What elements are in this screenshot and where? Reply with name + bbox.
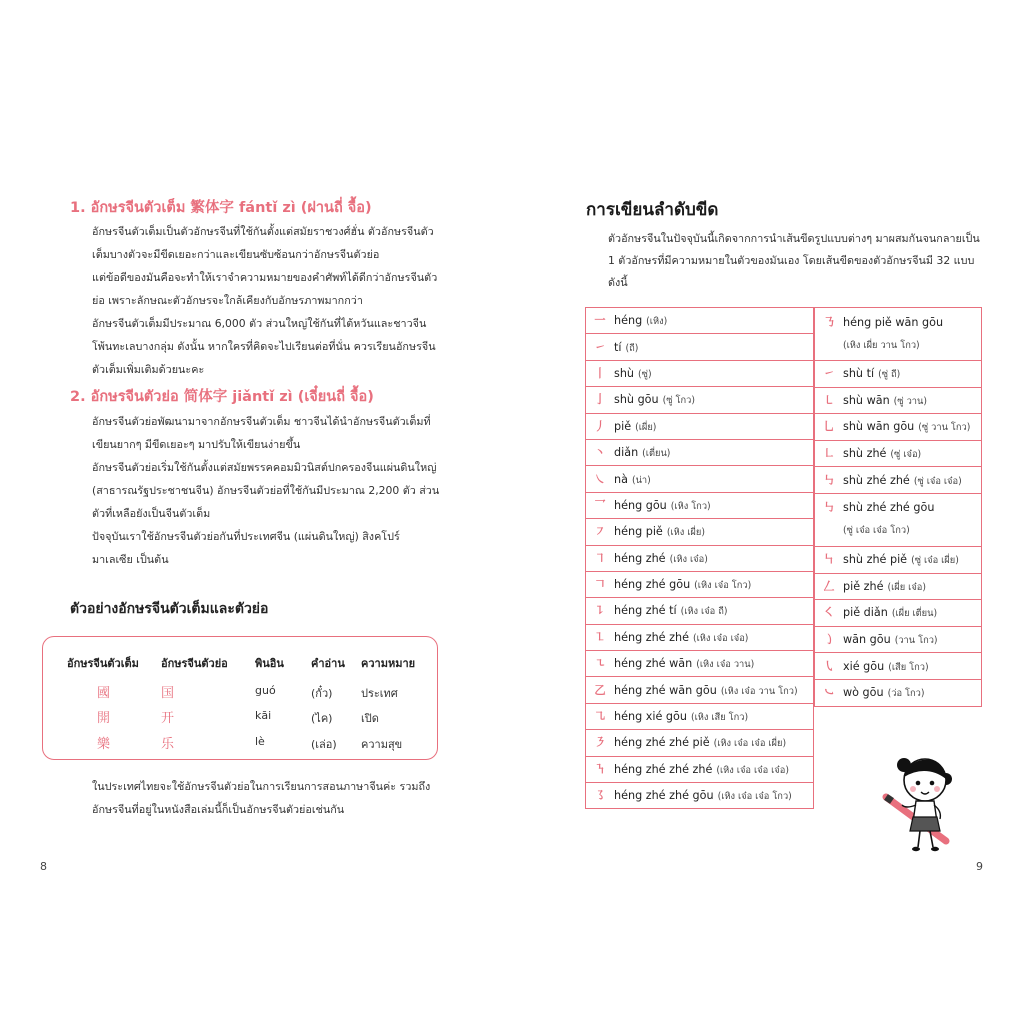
stroke-thai-reading: (เหิง เผี่ย): [666, 527, 705, 539]
stroke-glyph: ㇕: [594, 551, 606, 565]
stroke-name: shù: [614, 366, 635, 380]
col-reading-header: คำอ่าน: [311, 657, 345, 670]
stroke-glyph: ㇛: [823, 606, 835, 620]
examples-heading: ตัวอย่างอักษรจีนตัวเต็มและตัวย่อ: [70, 601, 269, 617]
stroke-cell: [815, 679, 982, 706]
stroke-row: [586, 492, 814, 518]
stroke-name: héng: [614, 314, 643, 328]
stroke-row: [586, 439, 814, 465]
section2-title: 2. อักษรจีนตัวย่อ 简体字 jiǎntǐ zì (เจี๋ยนถี่ จื้อ): [70, 389, 374, 405]
stroke-glyph: 丨: [594, 366, 606, 380]
stroke-thai-reading: (เหิง โกว): [670, 500, 711, 512]
stroke-cell: [586, 624, 814, 650]
stroke-thai-reading: (ซู่ โกว): [662, 395, 695, 407]
stroke-cell: [815, 653, 982, 680]
example-meaning: เปิด: [361, 712, 379, 725]
stroke-glyph: ㇉: [823, 501, 835, 515]
stroke-cell: [586, 334, 814, 360]
stroke-glyph: ㇍: [594, 657, 606, 671]
stroke-row: [586, 387, 814, 413]
section1-body: [70, 220, 440, 381]
col-pinyin-header: พินอิน: [255, 657, 284, 670]
stroke-thai-reading: (น่า): [631, 474, 651, 486]
stroke-thai-reading: (เหิง เจ๋อ โกว): [694, 580, 752, 592]
example-simplified-char: 乐: [161, 737, 175, 752]
stroke-thai-reading: (ซู่ ถี): [878, 369, 901, 381]
stroke-thai-reading: (เสีย โกว): [888, 661, 929, 673]
stroke-row: [586, 756, 814, 782]
stroke-cell: [815, 387, 982, 414]
stroke-thai-reading: (เหิง เจ๋อ เจ๋อ โกว): [717, 791, 792, 803]
example-meaning: ประเทศ: [361, 687, 398, 700]
stroke-cell: [586, 519, 814, 545]
col-traditional-header: อักษรจีนตัวเต็ม: [67, 657, 139, 670]
stroke-cell: [586, 387, 814, 413]
stroke-row: [815, 573, 982, 600]
stroke-cell: [586, 439, 814, 465]
stroke-row: [586, 624, 814, 650]
col-simplified-header: อักษรจีนตัวย่อ: [161, 657, 228, 670]
closing-text: ในประเทศไทยจะใช้อักษรจีนตัวย่อในการเรียนการสอนภาษาจีนค่ะ รวมถึงอักษรจีนที่อยู่ในหนังสือเล่มนี้ก็เป็นอักษรจีนตัวย่อเช่นกัน: [92, 780, 431, 816]
example-traditional-char: 開: [97, 711, 111, 726]
stroke-row: [815, 493, 982, 546]
stroke-name: héng piě wān gōu: [843, 315, 944, 329]
stroke-name: héng zhé zhé zhé: [614, 762, 713, 776]
stroke-cell: [586, 571, 814, 597]
col-meaning-header: ความหมาย: [361, 657, 416, 670]
stroke-thai-reading: (เผี่ย เตี่ยน): [891, 608, 938, 620]
stroke-table-left: [585, 307, 814, 809]
stroke-cell: [586, 545, 814, 571]
stroke-row: [586, 703, 814, 729]
stroke-name: héng zhé wān: [614, 657, 693, 671]
stroke-cell: [586, 598, 814, 624]
stroke-name: xié gōu: [843, 659, 885, 673]
stroke-name: shù tí: [843, 367, 875, 381]
stroke-row: [586, 308, 814, 334]
stroke-glyph: 丿: [594, 419, 606, 433]
stroke-glyph: ㇋: [594, 736, 606, 750]
stroke-glyph: ㇄: [823, 393, 835, 407]
stroke-thai-reading: (ถี): [625, 342, 639, 354]
example-pinyin: guó: [255, 684, 276, 697]
example-meaning: ความสุข: [361, 738, 403, 751]
stroke-glyph: ㇞: [823, 553, 835, 567]
stroke-cell: [586, 783, 814, 809]
stroke-table-right: [814, 307, 982, 707]
stroke-thai-reading: (เหิง เจ๋อ เจ๋อ เผี่ย): [713, 738, 787, 750]
stroke-thai-reading: (เตี่ยน): [642, 448, 671, 460]
stroke-cell: [586, 730, 814, 756]
stroke-thai-reading: (ว่อ โกว): [887, 688, 925, 700]
mascot-girl-illustration: [880, 745, 970, 855]
stroke-intro: [586, 228, 982, 294]
stroke-name: héng zhé zhé piě: [614, 736, 710, 750]
stroke-thai-reading: (ซู่ เจ๋อ): [890, 449, 922, 461]
stroke-glyph: 𠃋: [823, 579, 835, 593]
stroke-row: [815, 546, 982, 573]
example-reading: (ไค): [311, 712, 333, 725]
stroke-row: [586, 783, 814, 809]
stroke-glyph: ㇅: [594, 630, 606, 644]
stroke-glyph: ㇈: [594, 710, 606, 724]
stroke-row: [815, 467, 982, 494]
stroke-thai-reading: (เผี่ย): [635, 421, 657, 433]
stroke-thai-reading: (เหิง เจ๋อ วาน โกว): [720, 685, 798, 697]
section2-paragraph: ปัจจุบันเราใช้อักษรจีนตัวย่อกันที่ประเทศจีน (แผ่นดินใหญ่) สิงคโปร์ มาเลเซีย เป็นต้น: [92, 530, 400, 566]
section2-body: [70, 410, 440, 571]
stroke-cell: [815, 467, 982, 494]
stroke-cell: [586, 703, 814, 729]
stroke-row: [586, 651, 814, 677]
stroke-cell: [815, 361, 982, 388]
stroke-thai-reading: (ซู่ วาน): [893, 395, 927, 407]
stroke-name: shù wān: [843, 393, 890, 407]
example-pinyin: lè: [255, 735, 265, 748]
stroke-glyph: ㇗: [823, 447, 835, 461]
stroke-thai-reading: (ซู่ เจ๋อ เจ๋อ โกว): [843, 525, 910, 537]
stroke-cell: [586, 360, 814, 386]
stroke-name: héng piě: [614, 525, 663, 539]
stroke-name: shù zhé piě: [843, 553, 908, 567]
stroke-row: [815, 361, 982, 388]
stroke-order-title: การเขียนลำดับขีด: [586, 200, 719, 220]
stroke-intro-text: ตัวอักษรจีนในปัจจุบันนี้เกิดจากการนำเส้นขีดรูปแบบต่างๆ มาผสมกันจนกลายเป็น 1 ตัวอักษรที่มีความหมายในตัวของมันเอง โดยเส้นขีดของตัวอักษรจีนมี 32 แบบ ดังนี้: [608, 232, 980, 289]
stroke-glyph: ㇊: [594, 604, 606, 618]
stroke-thai-reading: (ซู่): [638, 368, 652, 380]
stroke-cell: [815, 626, 982, 653]
stroke-name: piě: [614, 419, 632, 433]
stroke-glyph: ㇏: [594, 472, 606, 486]
stroke-glyph: ㇎: [594, 762, 606, 776]
example-simplified-char: 国: [161, 686, 175, 701]
example-reading: (กั๋ว): [311, 687, 333, 700]
stroke-glyph: 一: [594, 314, 606, 328]
stroke-thai-reading: (เหิง เจ๋อ เจ๋อ): [692, 632, 749, 644]
stroke-glyph: ㇡: [823, 315, 835, 329]
stroke-name: héng zhé zhé: [614, 630, 689, 644]
stroke-name: nà: [614, 472, 628, 486]
stroke-name: wò gōu: [843, 686, 884, 700]
stroke-name: héng gōu: [614, 498, 667, 512]
stroke-cell: [586, 466, 814, 492]
stroke-row: [586, 334, 814, 360]
stroke-row: [586, 519, 814, 545]
example-reading: (เล่อ): [311, 738, 337, 751]
stroke-name: héng zhé zhé gōu: [614, 789, 714, 803]
stroke-cell: [815, 546, 982, 573]
stroke-row: [586, 413, 814, 439]
stroke-name: diǎn: [614, 446, 639, 460]
stroke-row: [586, 730, 814, 756]
section1-paragraph: อักษรจีนตัวเต็มมีประมาณ 6,000 ตัว ส่วนใหญ่ใช้กันที่ไต้หวันและชาวจีนโพ้นทะเลบางกลุ่ม ดังนั้น หากใครที่คิดจะไปเรียนต่อที่นั่น ควรเรียนอักษรจีนตัวเต็มเพิ่มเติมด้วยนะคะ: [92, 317, 436, 376]
stroke-row: [586, 545, 814, 571]
stroke-glyph: 丶: [594, 446, 606, 460]
section1-paragraph: แต่ข้อดีของมันคือจะทำให้เราจำความหมายของคำศัพท์ได้ดีกว่าอักษรจีนตัวย่อ เพราะลักษณะตัวอักษรจะใกล้เคียงกับอักษรภาพมากกว่า: [92, 271, 438, 307]
stroke-cell: [586, 756, 814, 782]
example-simplified-char: 开: [161, 711, 175, 726]
section2-paragraph: อักษรจีนตัวย่อพัฒนามาจากอักษรจีนตัวเต็ม ชาวจีนได้นำอักษรจีนตัวเต็มที่เขียนยากๆ มีขีดเยอะๆ มาปรับให้เขียนง่ายขึ้น: [92, 415, 431, 451]
stroke-row: [586, 677, 814, 703]
stroke-glyph: ㇀: [823, 367, 835, 381]
stroke-name: héng zhé: [614, 551, 666, 565]
stroke-cell: [586, 677, 814, 703]
stroke-row: [815, 440, 982, 467]
stroke-cell: [586, 413, 814, 439]
example-traditional-char: 樂: [97, 737, 111, 752]
stroke-name: wān gōu: [843, 633, 891, 647]
stroke-glyph: ㇇: [594, 525, 606, 539]
stroke-glyph: 乛: [594, 498, 606, 512]
stroke-thai-reading: (เหิง เจ๋อ เจ๋อ เจ๋อ): [716, 764, 789, 776]
page-number-left: 8: [40, 860, 47, 873]
stroke-cell: [586, 492, 814, 518]
stroke-glyph: ㇀: [594, 340, 606, 354]
stroke-glyph: ㇉: [823, 473, 835, 487]
stroke-cell: [815, 414, 982, 441]
section1-title: 1. อักษรจีนตัวเต็ม 繁体字 fántǐ zì (ฝานถี่ จื้อ): [70, 200, 372, 216]
stroke-row: [815, 626, 982, 653]
stroke-glyph: ㇃: [823, 686, 835, 700]
example-pinyin: kāi: [255, 709, 272, 722]
section2-paragraph: อักษรจีนตัวย่อเริ่มใช้กันตั้งแต่สมัยพรรคคอมมิวนิสต์ปกครองจีนแผ่นดินใหญ่ (สาธารณรัฐประชาชนจีน) อักษรจีนตัวย่อที่ใช้กันมีประมาณ 2,200 ตัว ส่วนตัวที่เหลือยังเป็นจีนตัวเต็ม: [92, 461, 440, 520]
stroke-glyph: ㇁: [823, 633, 835, 647]
stroke-name: shù zhé: [843, 447, 887, 461]
stroke-row: [815, 387, 982, 414]
stroke-row: [815, 600, 982, 627]
stroke-cell: [815, 573, 982, 600]
stroke-name: héng xié gōu: [614, 710, 687, 724]
stroke-name: piě diǎn: [843, 606, 888, 620]
stroke-name: héng zhé gōu: [614, 578, 691, 592]
stroke-glyph: 乚: [823, 420, 835, 434]
stroke-name: shù zhé zhé gōu: [843, 501, 935, 515]
stroke-thai-reading: (วาน โกว): [894, 635, 938, 647]
stroke-name: shù zhé zhé: [843, 473, 910, 487]
stroke-thai-reading: (เผี่ย เจ๋อ): [887, 581, 926, 593]
section1-paragraph: อักษรจีนตัวเต็มเป็นตัวอักษรจีนที่ใช้กันตั้งแต่สมัยราชวงศ์ฮั่น ตัวอักษรจีนตัวเต็มบางตัวจะมีขีดเยอะกว่าและเขียนซับซ้อนกว่าอักษรจีนตัวย่อ: [92, 225, 434, 261]
stroke-name: tí: [614, 340, 622, 354]
example-traditional-char: 國: [97, 686, 111, 701]
stroke-name: héng zhé tí: [614, 604, 677, 618]
stroke-cell: [586, 651, 814, 677]
stroke-thai-reading: (เหิง เจ๋อ ถี): [680, 606, 728, 618]
stroke-name: shù gōu: [614, 393, 659, 407]
stroke-thai-reading: (เหิง เจ๋อ): [669, 553, 708, 565]
stroke-row: [815, 679, 982, 706]
stroke-thai-reading: (ซู่ เจ๋อ เจ๋อ): [913, 475, 962, 487]
stroke-row: [586, 571, 814, 597]
stroke-row: [586, 466, 814, 492]
stroke-cell: [815, 600, 982, 627]
stroke-cell: [815, 493, 982, 546]
stroke-row: [815, 308, 982, 361]
stroke-name: héng zhé wān gōu: [614, 683, 717, 697]
stroke-name: piě zhé: [843, 579, 884, 593]
stroke-glyph: 乙: [594, 683, 606, 697]
stroke-name: shù wān gōu: [843, 420, 915, 434]
stroke-cell: [815, 308, 982, 361]
stroke-thai-reading: (ซู่ เจ๋อ เผี่ย): [911, 555, 959, 567]
stroke-glyph: 亅: [594, 393, 606, 407]
stroke-row: [586, 360, 814, 386]
stroke-cell: [815, 440, 982, 467]
stroke-glyph: ㇌: [594, 789, 606, 803]
stroke-cell: [586, 308, 814, 334]
stroke-row: [815, 414, 982, 441]
stroke-glyph: 𠃍: [594, 578, 606, 592]
stroke-row: [815, 653, 982, 680]
stroke-thai-reading: (เหิง เผี่ย วาน โกว): [843, 339, 920, 351]
page-number-right: 9: [976, 860, 983, 873]
closing-paragraph: [70, 775, 440, 821]
stroke-thai-reading: (ซู่ วาน โกว): [918, 422, 971, 434]
stroke-glyph: ㇂: [823, 659, 835, 673]
stroke-thai-reading: (เหิง เจ๋อ วาน): [696, 659, 755, 671]
stroke-row: [586, 598, 814, 624]
stroke-thai-reading: (เหิง เสีย โกว): [690, 712, 749, 724]
stroke-thai-reading: (เหิง): [646, 316, 668, 328]
